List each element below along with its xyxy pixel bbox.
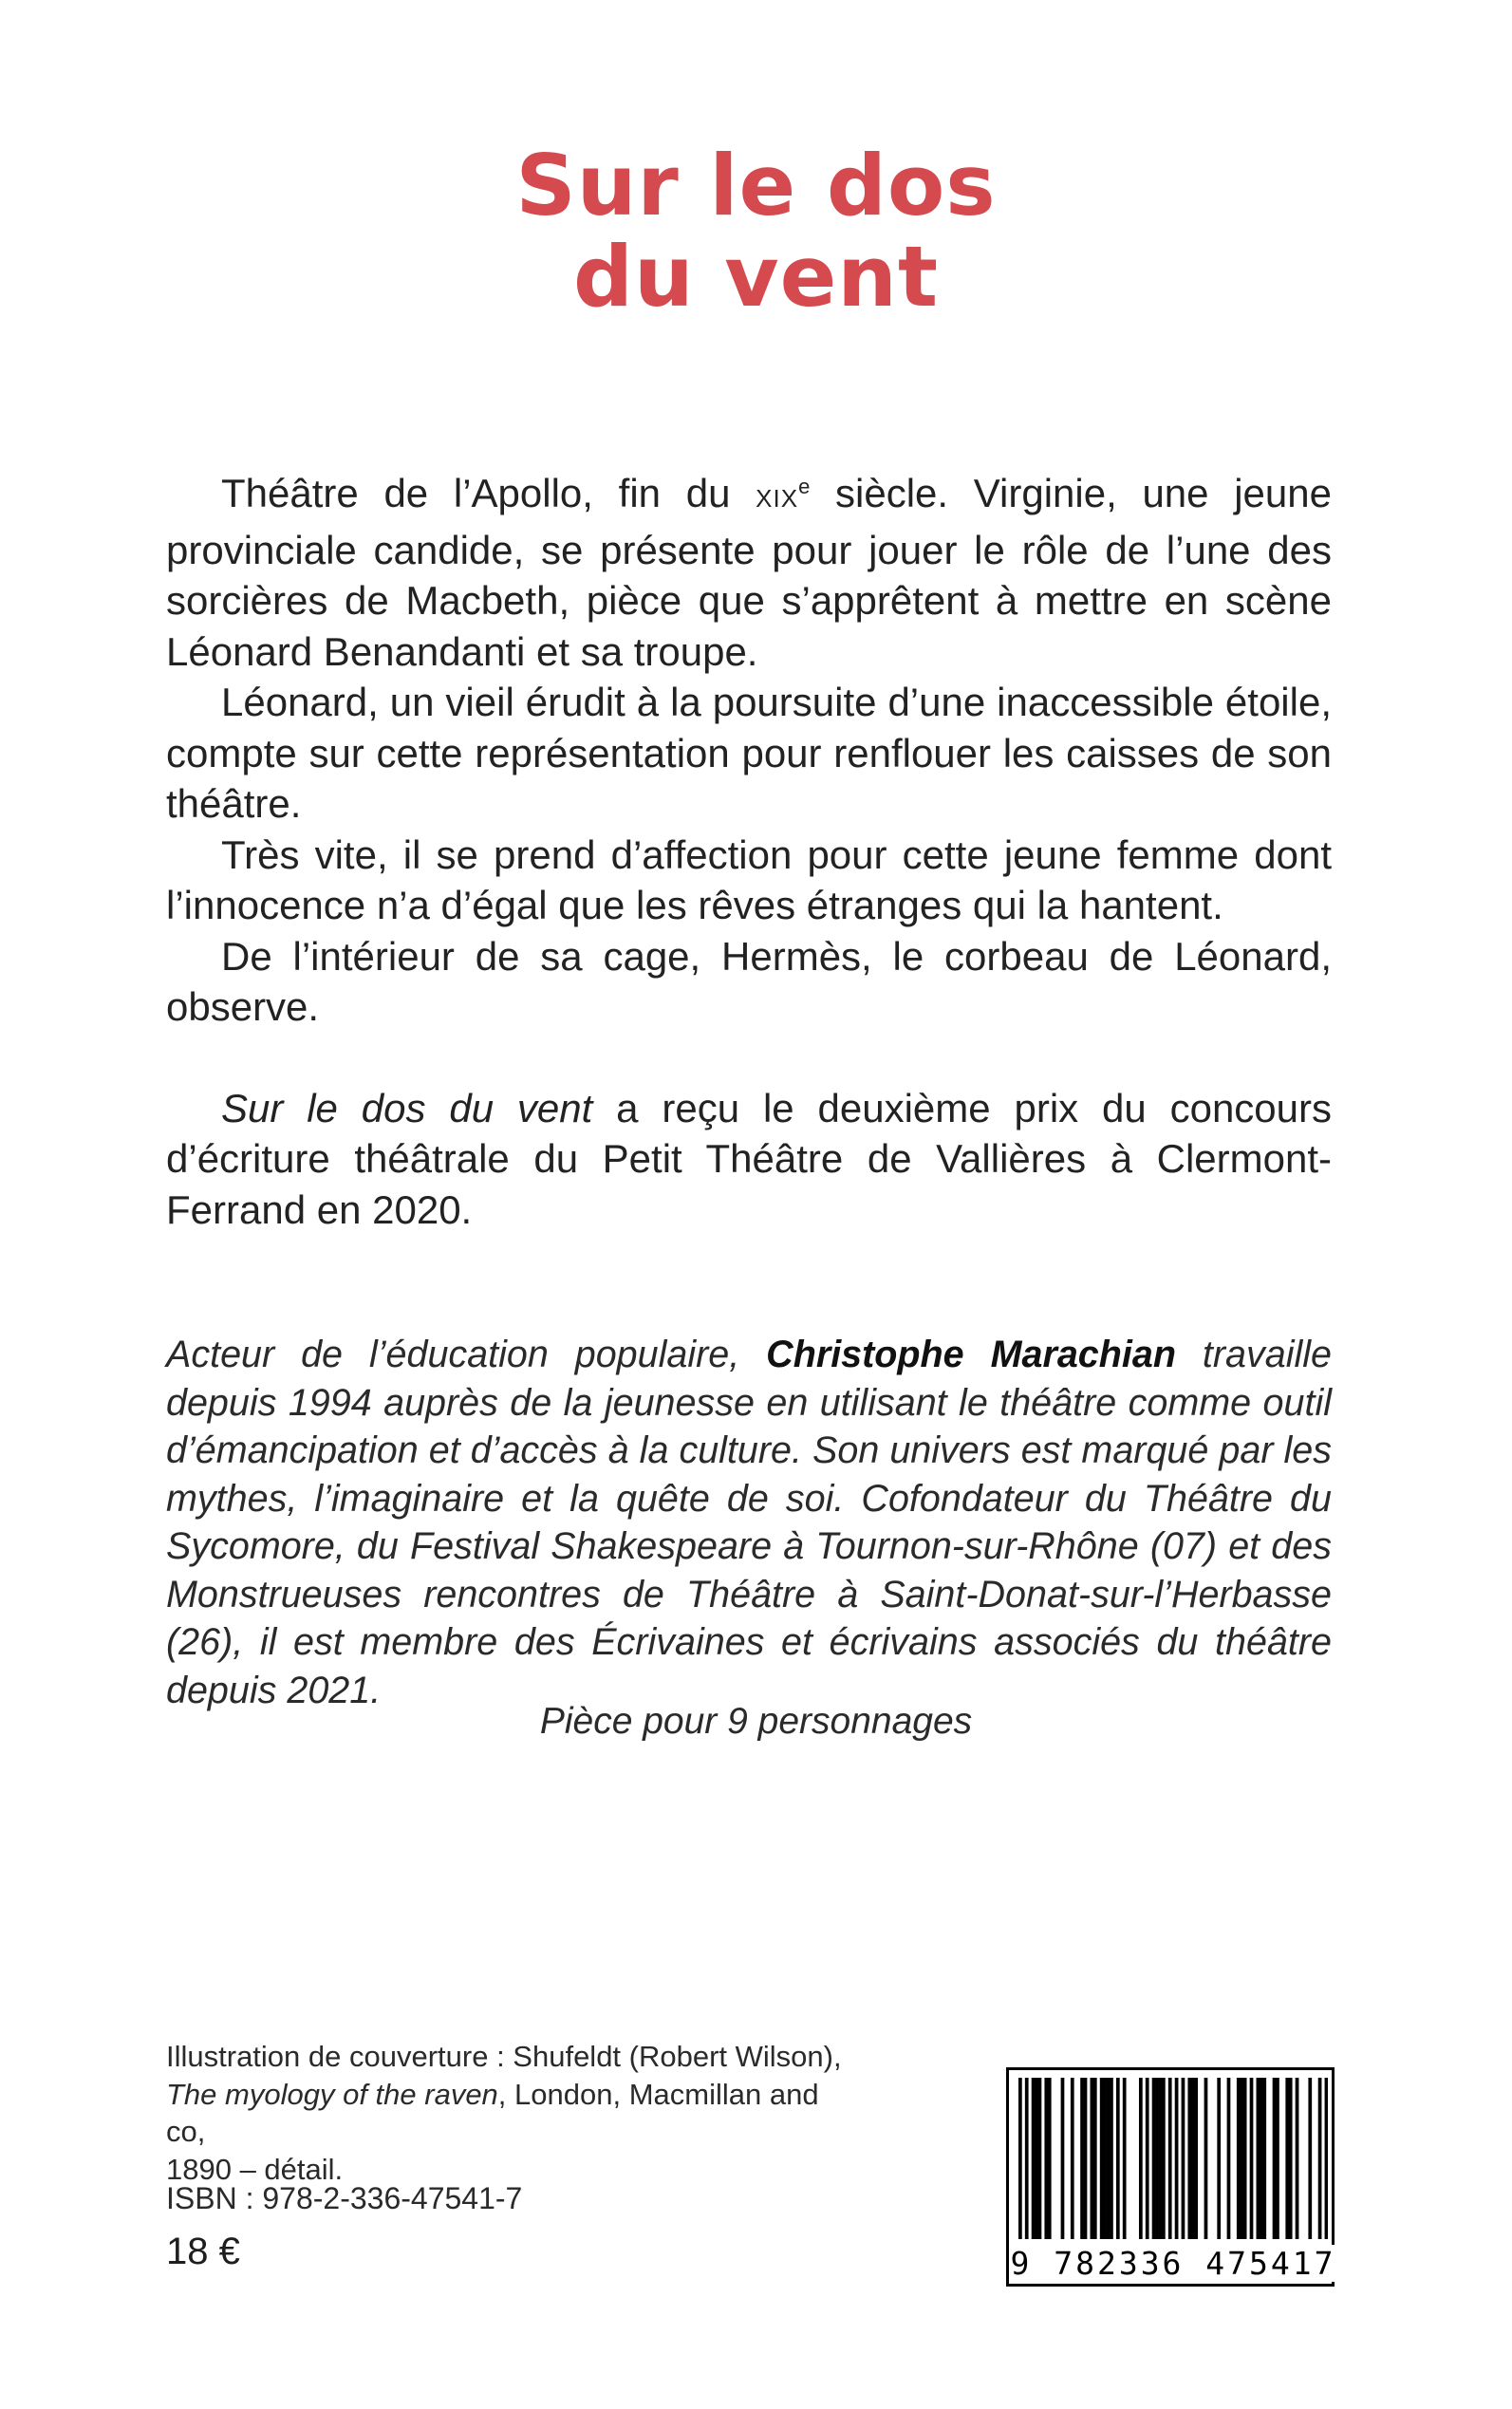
barcode-bar — [1107, 2078, 1111, 2239]
barcode-bar — [1257, 2078, 1260, 2239]
barcode-bar — [1146, 2078, 1149, 2239]
barcode-bar — [1038, 2078, 1042, 2239]
barcode-bar — [1061, 2078, 1065, 2239]
barcode-bar — [1110, 2078, 1113, 2239]
barcode — [1006, 2067, 1335, 2287]
barcode-digits: 9 782336 475417 — [1010, 2245, 1336, 2282]
barcode-bar — [1116, 2078, 1120, 2239]
barcode-bar — [1250, 2078, 1254, 2239]
barcode-bar — [1262, 2078, 1266, 2239]
barcode-bar — [1152, 2078, 1156, 2239]
barcode-bar — [1155, 2078, 1159, 2239]
prize-text: a reçu le deuxième prix du concours d’écriture théâtrale du Petit Théâtre de Vallières à Clermont-Ferrand en 2020. — [166, 1085, 1333, 1232]
barcode-bar — [1285, 2078, 1289, 2239]
barcode-bar — [1175, 2078, 1179, 2239]
cast-size-note: Pièce pour 9 personnages — [539, 1701, 973, 1742]
barcode-bar — [1168, 2078, 1172, 2239]
century-superscript: e — [798, 475, 811, 498]
barcode-bar — [1035, 2078, 1038, 2239]
barcode-bar — [1289, 2078, 1293, 2239]
barcode-bar — [1048, 2078, 1052, 2239]
barcode-bar — [1240, 2078, 1243, 2239]
barcode-bar — [1318, 2078, 1322, 2239]
barcode-bar — [1080, 2078, 1084, 2239]
book-title — [0, 137, 1512, 326]
barcode-bar — [1308, 2078, 1312, 2239]
credit-work-title: The myology of the raven — [166, 2077, 498, 2111]
cover-illustration-credit — [166, 2038, 849, 2188]
barcode-bar — [1260, 2078, 1263, 2239]
barcode-bar — [1084, 2078, 1088, 2239]
barcode-bar — [1044, 2078, 1048, 2239]
barcode-bar — [1182, 2078, 1185, 2239]
synopsis-p1-end: siècle. Virginie, une jeune provinciale candide, se présente pour jouer le rôle de l’une des sorcières de Macbeth, pièce que s’apprêtent à mettre en scène Léonard Benandanti et sa troupe. — [166, 471, 1332, 674]
barcode-bar — [1139, 2078, 1143, 2239]
barcode-bar — [1162, 2078, 1166, 2239]
synopsis — [166, 461, 1332, 1235]
credit-line-2 — [166, 2076, 849, 2151]
barcode-bar — [1204, 2078, 1208, 2239]
synopsis-paragraph-3: Très vite, il se prend d’affection pour cette jeune femme dont l’innocence n’a d’égal que les rêves étranges qui la hantent. — [166, 831, 1332, 927]
barcode-bar — [1276, 2078, 1279, 2239]
synopsis-paragraph-1 — [166, 461, 1332, 677]
bio-body: travaille depuis 1994 auprès de la jeunesse en utilisant le théâtre comme outil d’émancipation et d’accès à la culture. Son univers est marqué par les mythes, l’imaginaire et la quête de soi. Cofondateur du Théâtre du Sycomore, du Festival Shakespeare à Tournon-sur-Rhône (07) et des Monstrueuses rencontres de Théâtre à Saint-Donat-sur-l’Herbasse (26), il est membre des Écrivaines et écrivains associés du théâtre depuis 2021. — [166, 1334, 1333, 1711]
prize-paragraph — [166, 1083, 1332, 1236]
barcode-bar — [1159, 2078, 1163, 2239]
barcode-bar — [1325, 2078, 1328, 2239]
barcode-bar — [1217, 2078, 1221, 2239]
barcode-bar — [1194, 2078, 1198, 2239]
credit-line-3: 1890 – détail. — [166, 2152, 344, 2186]
barcode-bar — [1100, 2078, 1104, 2239]
prize-book-title: Sur le dos du vent — [221, 1085, 593, 1130]
barcode-bar — [1090, 2078, 1093, 2239]
barcode-bar — [1025, 2078, 1029, 2239]
barcode-bar — [1227, 2078, 1231, 2239]
book-title-line-2: du vent — [572, 228, 940, 326]
century-numeral: XIX — [756, 484, 799, 513]
synopsis-paragraph-4: De l’intérieur de sa cage, Hermès, le corbeau de Léonard, observe. — [166, 933, 1332, 1029]
isbn: ISBN : 978-2-336-47541-7 — [166, 2181, 523, 2215]
bio-intro: Acteur de l’éducation populaire, — [166, 1334, 767, 1375]
synopsis-p1-start: Théâtre de l’Apollo, fin du — [221, 471, 756, 515]
barcode-bar — [1123, 2078, 1127, 2239]
barcode-bar — [1187, 2078, 1191, 2239]
author-bio — [166, 1331, 1332, 1714]
barcode-bar — [1071, 2078, 1074, 2239]
credit-publisher: , London, Macmillan and co, — [166, 2077, 819, 2148]
price: 18 € — [166, 2231, 240, 2272]
synopsis-paragraph-2: Léonard, un vieil érudit à la poursuite d’une inaccessible étoile, compte sur cette représentation pour renflouer les caisses de son théâtre. — [166, 680, 1332, 826]
barcode-bar — [1018, 2078, 1022, 2239]
barcode-bar — [1273, 2078, 1277, 2239]
barcode-bar — [1191, 2078, 1195, 2239]
barcode-bar — [1296, 2078, 1299, 2239]
barcode-bars — [1018, 2078, 1328, 2239]
barcode-bar — [1103, 2078, 1107, 2239]
barcode-bar — [1237, 2078, 1241, 2239]
barcode-bar — [1093, 2078, 1097, 2239]
credit-line-1: Illustration de couverture : Shufeldt (Robert Wilson), — [166, 2040, 842, 2073]
book-title-line-1: Sur le dos — [515, 137, 997, 234]
barcode-bar — [1032, 2078, 1036, 2239]
barcode-bar — [1243, 2078, 1247, 2239]
author-name: Christophe Marachian — [766, 1334, 1176, 1375]
